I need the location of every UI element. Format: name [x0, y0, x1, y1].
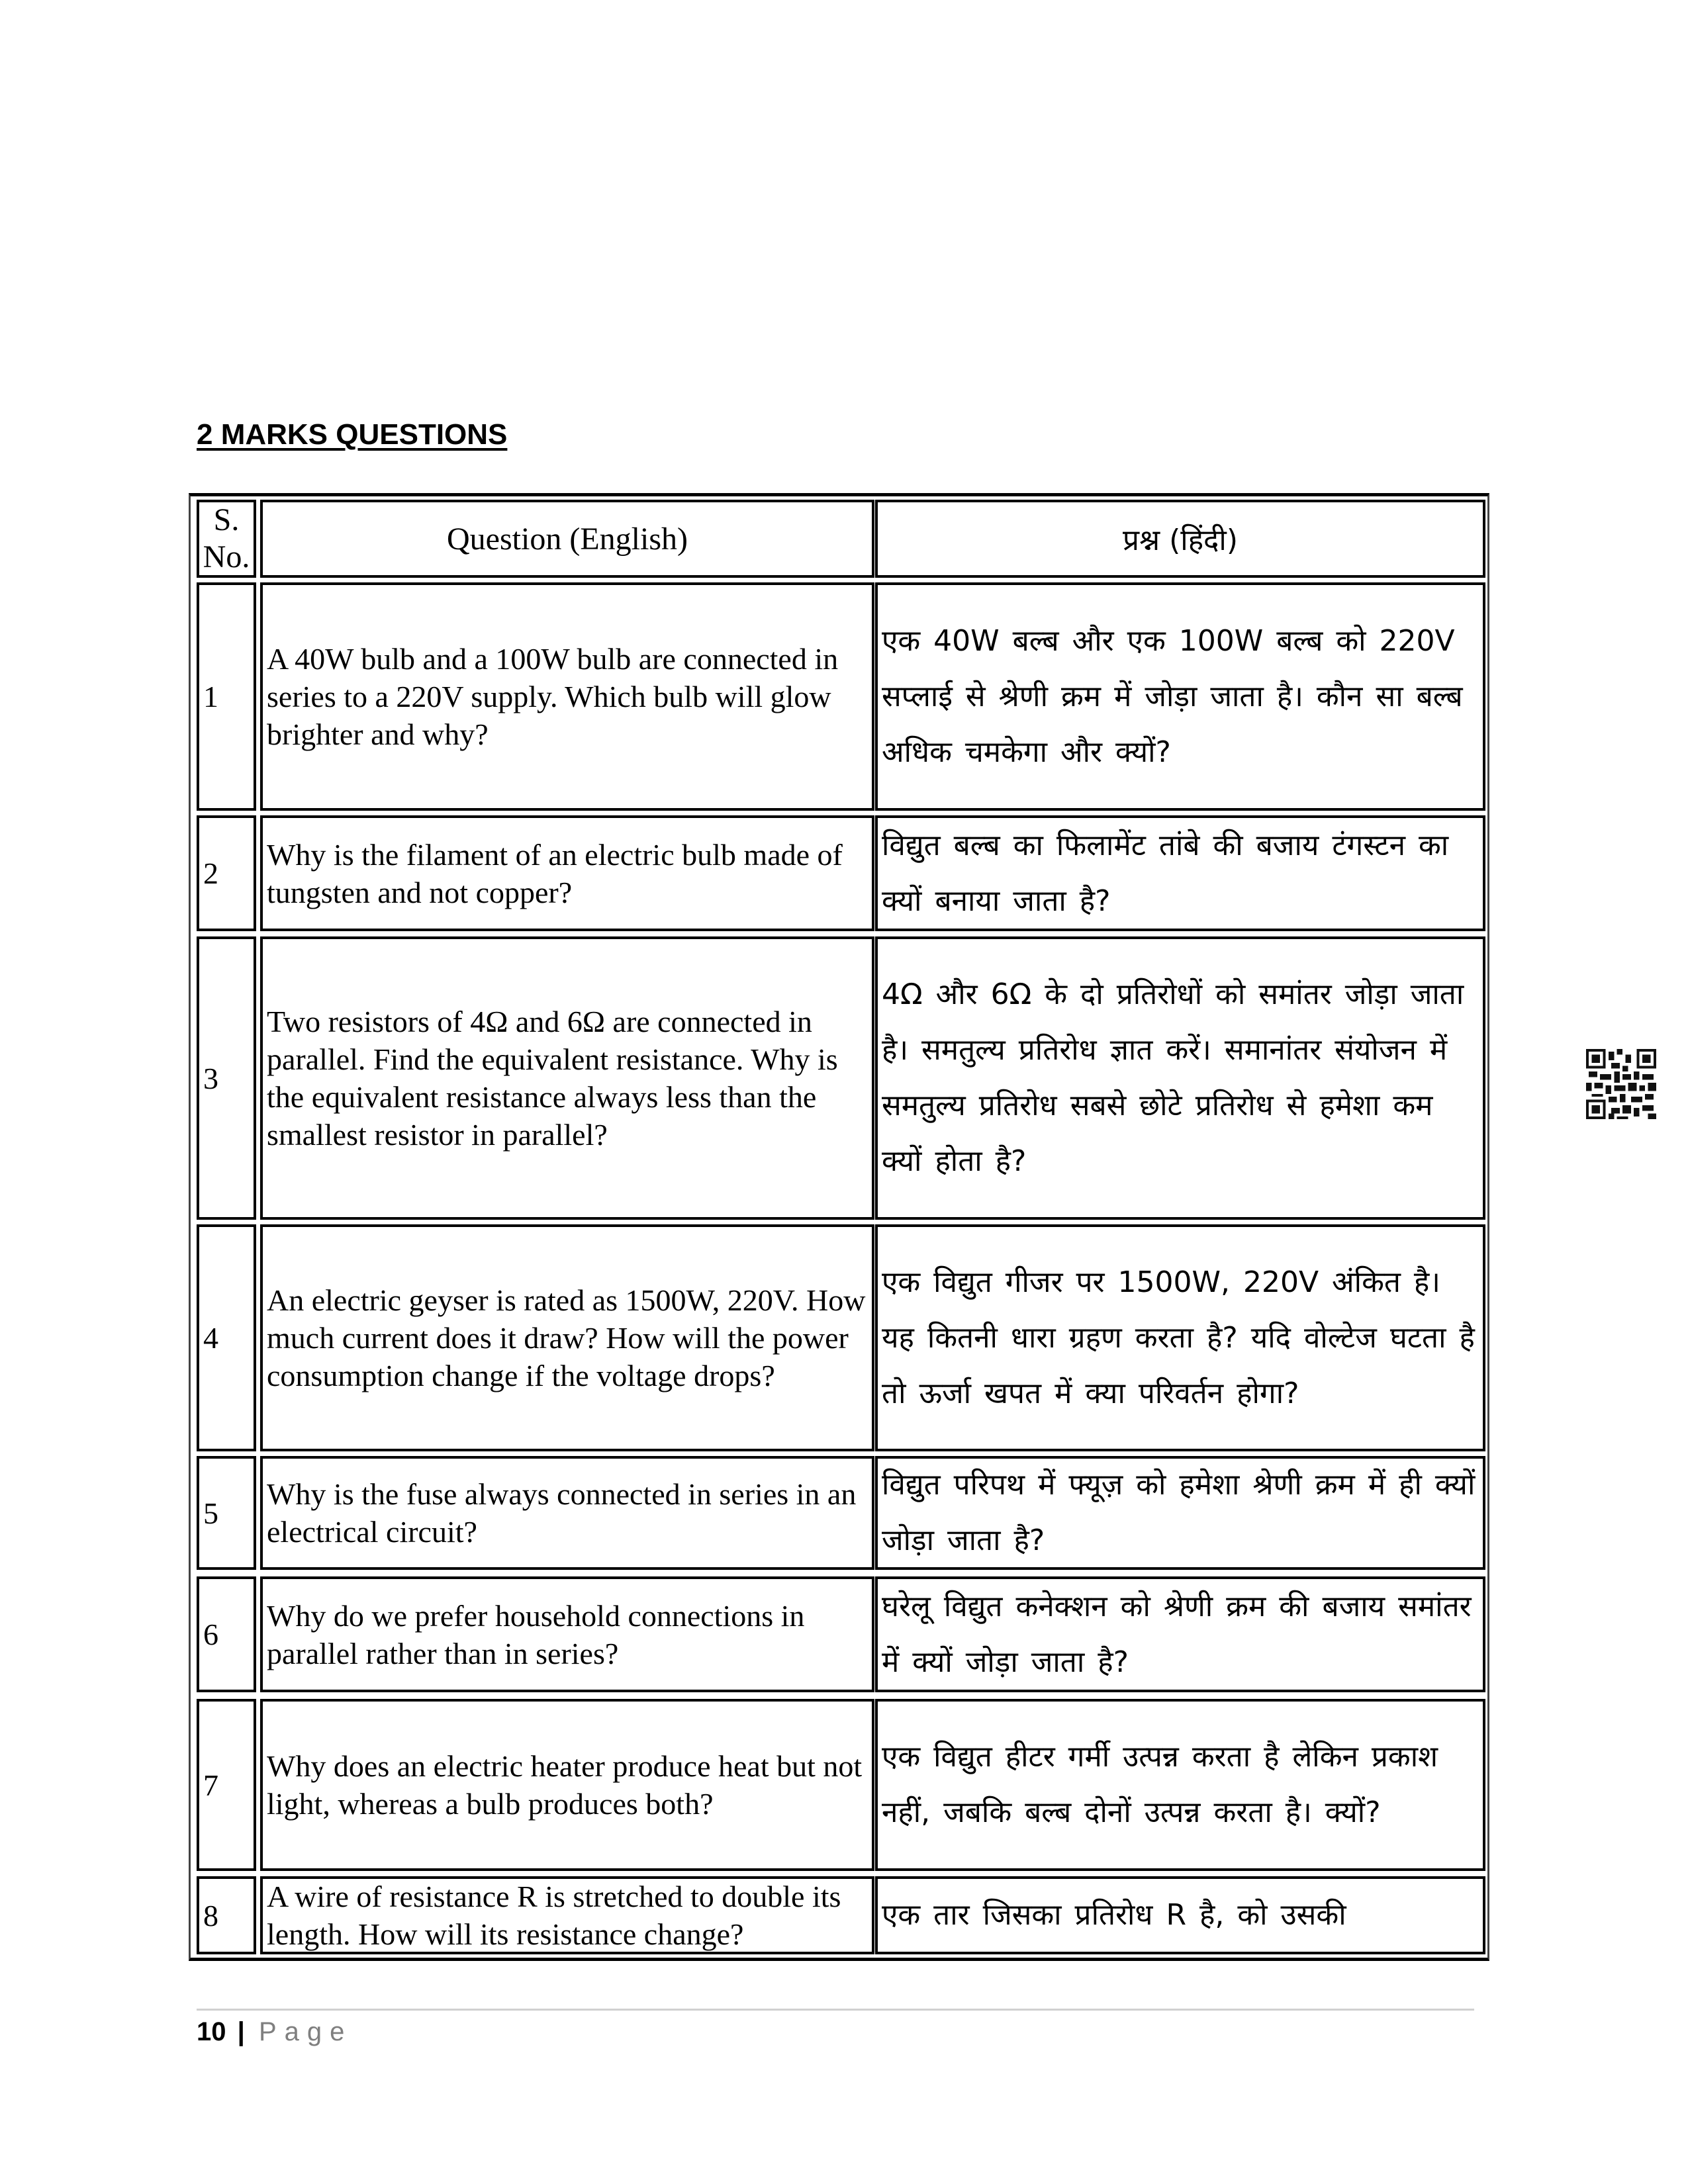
question-hindi-text: एक तार जिसका प्रतिरोध R है, को उसकी	[882, 1898, 1346, 1932]
row-serial-number	[197, 1224, 256, 1451]
question-hindi	[875, 1876, 1485, 1954]
question-hindi	[875, 936, 1485, 1220]
row-serial-number-text: 6	[203, 1617, 218, 1651]
question-english-text: Why is the filament of an electric bulb made of tungsten and not copper?	[267, 837, 843, 909]
question-hindi-text: घरेलू विद्युत कनेक्शन को श्रेणी क्रम की बजाय समांतर में क्यों जोड़ा जाता है?	[882, 1589, 1472, 1679]
row-serial-number	[197, 815, 256, 931]
header-sno	[199, 502, 254, 576]
qr-code-icon	[1586, 1049, 1656, 1119]
header-cell-sno	[197, 500, 256, 578]
header-sno-line2: No.	[203, 539, 250, 574]
question-english	[260, 1576, 874, 1692]
header-cell-english	[260, 500, 874, 578]
header-hindi: प्रश्न (हिंदी)	[1123, 523, 1238, 557]
question-hindi-text: विद्युत बल्ब का फिलामेंट तांबे की बजाय टंगस्टन का क्यों बनाया जाता है?	[882, 828, 1449, 918]
page-separator: |	[237, 2017, 245, 2046]
question-english	[260, 1699, 874, 1871]
question-hindi-text: 4Ω और 6Ω के दो प्रतिरोधों को समांतर जोड़ा जाता है। समतुल्य प्रतिरोध ज्ञात करें। समानांतर संयोजन में समतुल्य प्रतिरोध सबसे छोटे प्रतिरोध से हमेशा कम क्यों होता है?	[882, 978, 1464, 1178]
row-serial-number	[197, 1876, 256, 1954]
section-heading: 2 MARKS QUESTIONS	[197, 418, 508, 451]
question-english	[260, 582, 874, 811]
footer-divider	[197, 2009, 1474, 2011]
question-english-text: Why does an electric heater produce heat but not light, whereas a bulb produces both?	[267, 1749, 863, 1821]
question-hindi	[875, 582, 1485, 811]
question-hindi	[875, 1224, 1485, 1451]
row-serial-number	[197, 936, 256, 1220]
question-english	[260, 1876, 874, 1954]
row-serial-number-text: 5	[203, 1496, 218, 1530]
row-serial-number-text: 1	[203, 680, 218, 713]
page-footer	[197, 2017, 352, 2047]
row-serial-number	[197, 1699, 256, 1871]
row-serial-number-text: 8	[203, 1898, 218, 1933]
question-english-text: An electric geyser is rated as 1500W, 220V. How much current does it draw? How will the power consumption change if the voltage drops?	[267, 1283, 866, 1392]
question-english-text: Two resistors of 4Ω and 6Ω are connected in parallel. Find the equivalent resistance. Why is the equivalent resistance always less than the smallest resistor in parallel?	[267, 1005, 838, 1152]
row-serial-number	[197, 1456, 256, 1570]
question-english-text: A 40W bulb and a 100W bulb are connected in series to a 220V supply. Which bulb will glow brighter and why?	[267, 642, 839, 751]
row-serial-number-text: 3	[203, 1061, 218, 1095]
question-hindi-text: विद्युत परिपथ में फ्यूज़ को हमेशा श्रेणी क्रम में ही क्यों जोड़ा जाता है?	[882, 1468, 1476, 1557]
question-hindi-text: एक विद्युत गीजर पर 1500W, 220V अंकित है। यह कितनी धारा ग्रहण करता है? यदि वोल्टेज घटता है तो ऊर्जा खपत में क्या परिवर्तन होगा?	[882, 1265, 1475, 1410]
row-serial-number-text: 4	[203, 1321, 218, 1355]
header-cell-hindi	[875, 500, 1485, 578]
question-english	[260, 936, 874, 1220]
header-sno-line1: S.	[213, 502, 240, 537]
row-serial-number	[197, 582, 256, 811]
question-english	[260, 815, 874, 931]
question-english-text: A wire of resistance R is stretched to double its length. How will its resistance change?	[267, 1880, 841, 1951]
question-hindi-text: एक 40W बल्ब और एक 100W बल्ब को 220V सप्लाई से श्रेणी क्रम में जोड़ा जाता है। कौन सा बल्ब अधिक चमकेगा और क्यों?	[882, 623, 1463, 769]
page-number: 10	[197, 2017, 226, 2046]
question-hindi	[875, 1456, 1485, 1570]
question-english-text: Why is the fuse always connected in series in an electrical circuit?	[267, 1477, 857, 1549]
question-hindi-text: एक विद्युत हीटर गर्मी उत्पन्न करता है लेकिन प्रकाश नहीं, जबकि बल्ब दोनों उत्पन्न करता है। क्यों?	[882, 1740, 1438, 1829]
question-hindi	[875, 1699, 1485, 1871]
page-label: Page	[258, 2017, 353, 2046]
question-english-text: Why do we prefer household connections in parallel rather than in series?	[267, 1598, 805, 1670]
question-hindi	[875, 815, 1485, 931]
row-serial-number-text: 2	[203, 856, 218, 890]
question-english	[260, 1456, 874, 1570]
row-serial-number-text: 7	[203, 1768, 218, 1802]
row-serial-number	[197, 1576, 256, 1692]
question-english	[260, 1224, 874, 1451]
question-hindi	[875, 1576, 1485, 1692]
header-english: Question (English)	[447, 521, 688, 557]
